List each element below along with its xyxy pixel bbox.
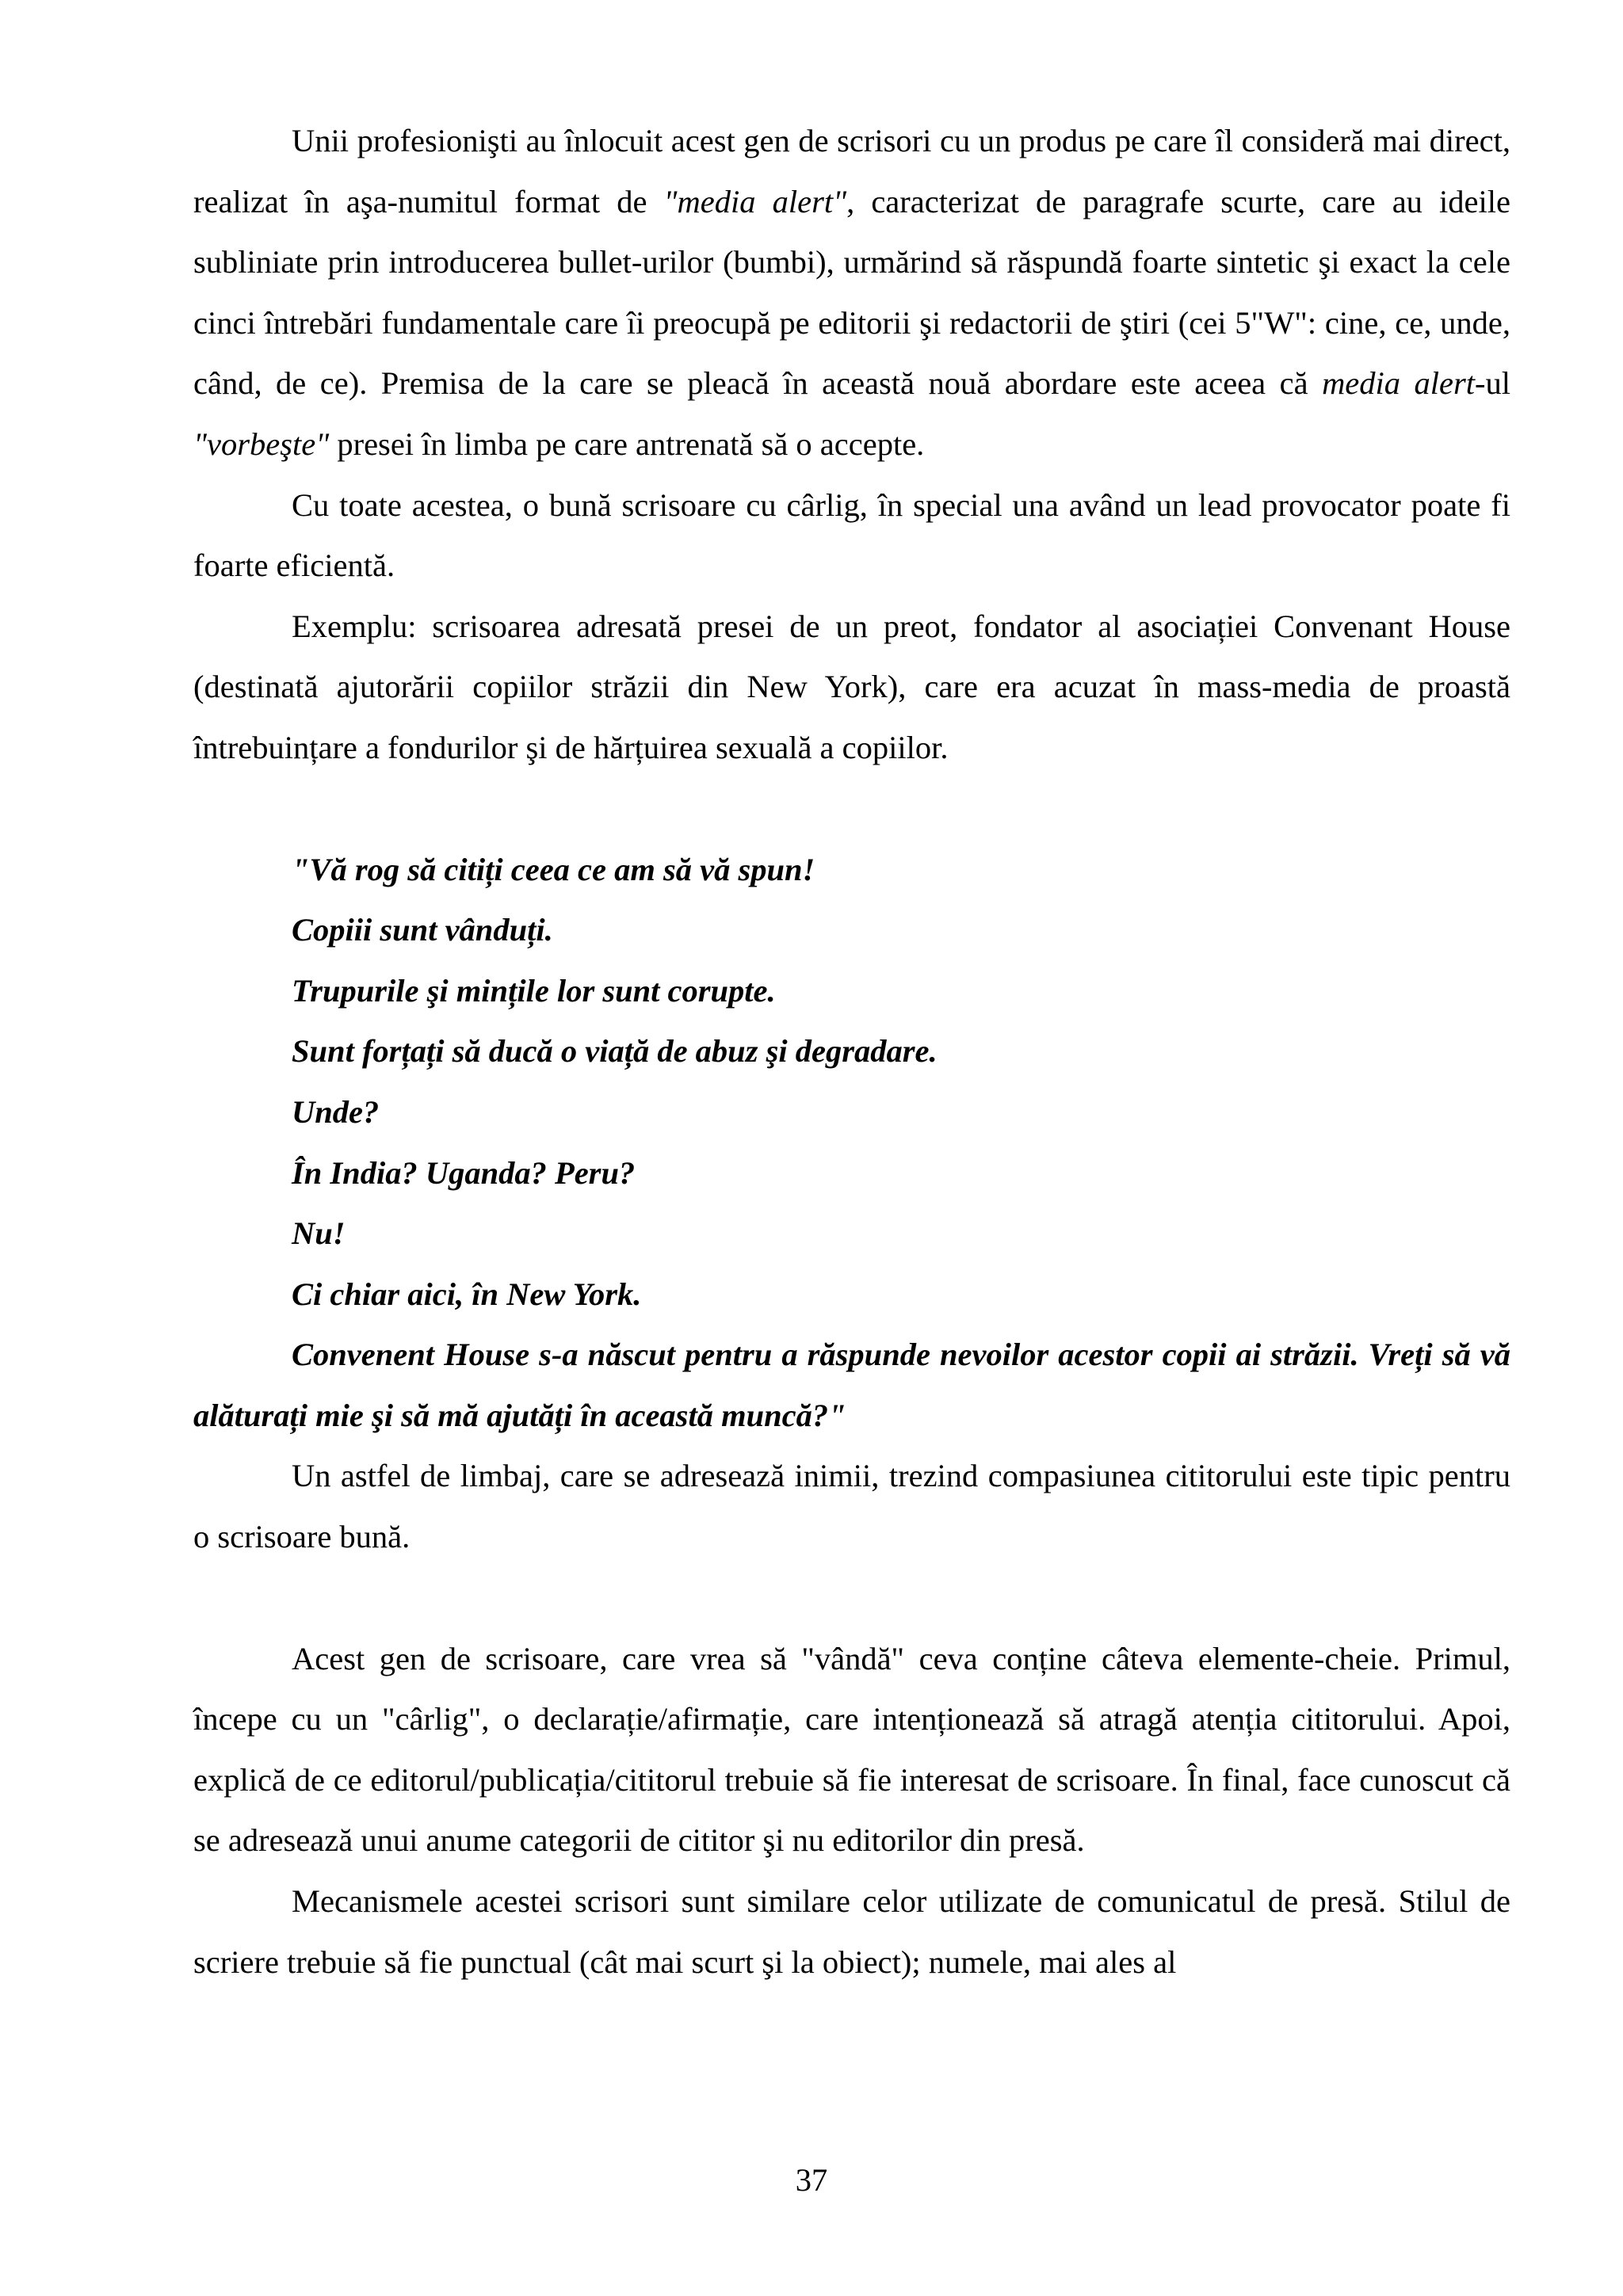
quote-line: Trupurile şi mințile lor sunt corupte. (292, 972, 776, 1009)
quote-line: Nu! (292, 1215, 346, 1252)
quote-line: Copiii sunt vânduți. (292, 912, 553, 948)
quoted-letter (193, 840, 1510, 1447)
spacer (193, 779, 1510, 840)
paragraph-key-elements: Acest gen de scrisoare, care vrea să "vândă" ceva conține câteva elemente-cheie. Primul, începe cu un "cârlig", o declarație/afirmație, care intenționează să atragă atenția cititorului. Apoi, explică de ce editorul/publicația/cititorul trebuie să fie interesat de scrisoare. În final, face cunoscut că se adresează unui anume categorii de cititor şi nu editorilor din presă. (193, 1640, 1510, 1859)
page-number: 37 (795, 2162, 828, 2198)
paragraph-text: , caracterizat de paragrafe scurte, care au ideile subliniate prin introducerea bullet-urilor (bumbi), urmărind să răspundă foarte sintetic şi exact la cele cinci întrebări fundamentale care îi preocupă pe editorii şi redactorii de ştiri (cei 5"W": cine, ce, unde, când, de ce). Premisa de la care se pleacă în această nouă abordare este aceea că (193, 183, 1510, 402)
quote-line: Unde? (292, 1093, 380, 1130)
paragraph-text: Unii profesionişti au înlocuit acest gen de scrisori cu un produs pe care îl consideră mai direct, realizat în aşa-numitul format de (193, 123, 1510, 219)
paragraph-hook-letter: Cu toate acestea, o bună scrisoare cu cârlig, în special una având un lead provocator poate fi foarte eficientă. (193, 486, 1510, 584)
paragraph-mechanisms: Mecanismele acestei scrisori sunt similare celor utilizate de comunicatul de presă. Stilul de scriere trebuie să fie punctual (cât mai scurt şi la obiect); numele, mai ales al (193, 1883, 1510, 1980)
quote-line: Ci chiar aici, în New York. (292, 1276, 642, 1312)
paragraph-media-alert (193, 111, 1510, 475)
quote-line: "Vă rog să citiți ceea ce am să vă spun! (292, 851, 815, 887)
spacer (193, 1568, 1510, 1629)
paragraph-text: presei în limba pe care antrenată să o accepte. (329, 425, 925, 462)
paragraph-language: Un astfel de limbaj, care se adresează inimii, trezind compasiunea cititorului este tipic pentru o scrisoare bună. (193, 1458, 1510, 1555)
quote-line: În India? Uganda? Peru? (292, 1154, 636, 1191)
emphasis-vorbeste: "vorbeşte" (193, 425, 330, 462)
emphasis-media-alert: media alert (1322, 365, 1476, 402)
page-body (193, 111, 1510, 1993)
paragraph-example: Exemplu: scrisoarea adresată presei de un preot, fondator al asociației Convenant House (destinată ajutorării copiilor străzii din New York), care era acuzat în mass-media de proastă întrebuințare a fondurilor şi de hărțuirea sexuală a copiilor. (193, 608, 1510, 765)
emphasis-media-alert-quoted: "media alert" (663, 183, 847, 219)
paragraph-text: -ul (1475, 365, 1511, 402)
quote-line: Sunt forțați să ducă o viață de abuz şi degradare. (292, 1033, 938, 1070)
quote-closing: Convenent House s-a născut pentru a răspunde nevoilor acestor copii ai străzii. Vreți să vă alăturați mie şi să mă ajutăți în această muncă?" (193, 1337, 1510, 1433)
